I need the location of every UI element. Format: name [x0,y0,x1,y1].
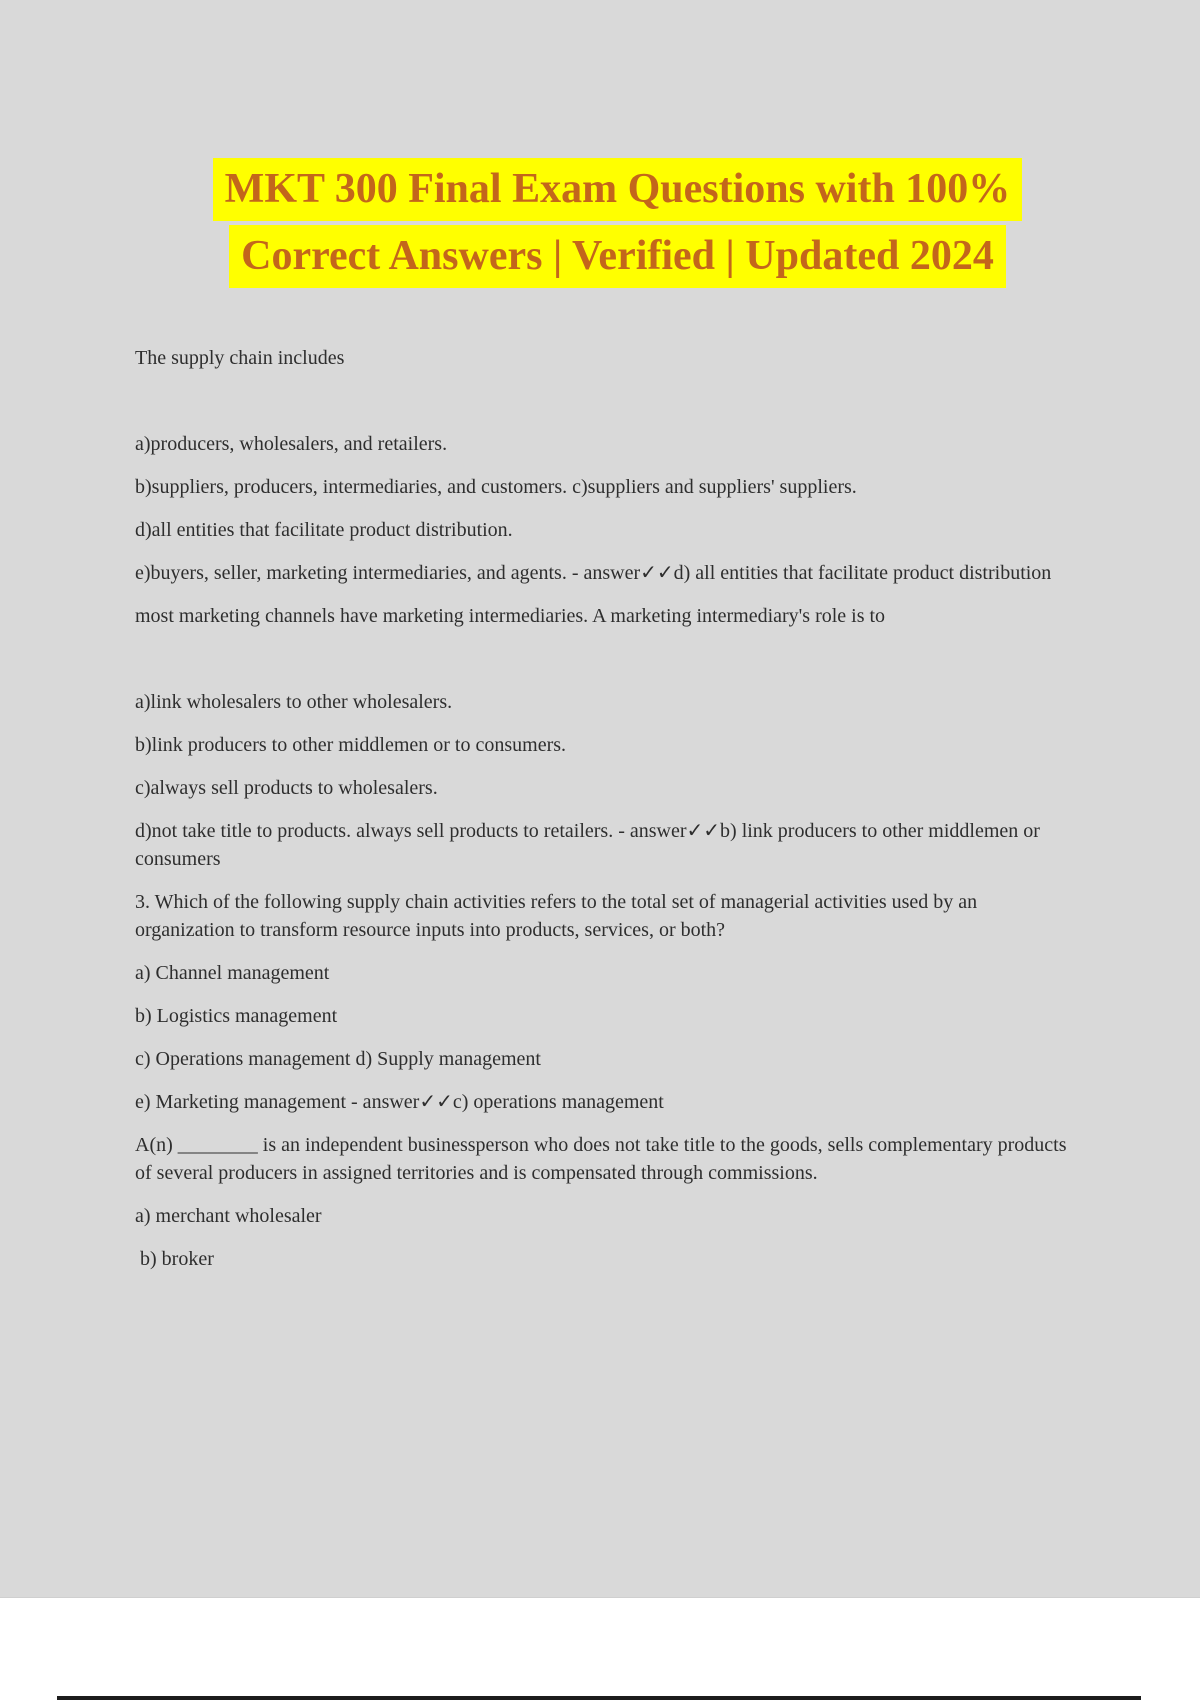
paragraph: c)always sell products to wholesalers. [135,777,438,799]
paragraph: b) broker [135,1248,214,1270]
title-row [145,158,1090,221]
document-title [145,158,1090,292]
paragraph: e) Marketing management - answer✓✓c) operations management [135,1091,664,1113]
page-gap [0,1597,1200,1700]
paragraph: b)suppliers, producers, intermediaries, and customers. c)suppliers and suppliers' suppliers. [135,476,857,498]
paragraph: The supply chain includes [135,347,345,369]
paragraph: a)producers, wholesalers, and retailers. [135,433,448,455]
paragraph: most marketing channels have marketing intermediaries. A marketing intermediary's role is to [135,605,886,627]
paragraph: d)all entities that facilitate product distribution. [135,519,513,541]
page-title-line-1: MKT 300 Final Exam Questions with 100% [213,158,1023,221]
paragraph: c) Operations management d) Supply management [135,1048,541,1070]
paragraph: a) merchant wholesaler [135,1205,322,1227]
title-row [145,225,1090,288]
document-body [135,344,1080,1288]
page-title-line-2: Correct Answers | Verified | Updated 2024 [229,225,1006,288]
paragraph: d)not take title to products. always sell products to retailers. - answer✓✓b) link producers to other middlemen or consumers [135,820,1045,870]
next-page-top-bar [57,1696,1141,1700]
paragraph: b) Logistics management [135,1005,338,1027]
paragraph: A(n) ________ is an independent businessperson who does not take title to the goods, sells complementary products of several producers in assigned territories and is compensated through commissions. [135,1134,1072,1184]
paragraph: e)buyers, seller, marketing intermediaries, and agents. - answer✓✓d) all entities that facilitate product distribution [135,562,1052,584]
paragraph: 3. Which of the following supply chain activities refers to the total set of managerial activities used by an organization to transform resource inputs into products, services, or both? [135,891,983,941]
paragraph: b)link producers to other middlemen or to consumers. [135,734,567,756]
paragraph: a) Channel management [135,962,330,984]
paragraph: a)link wholesalers to other wholesalers. [135,691,453,713]
